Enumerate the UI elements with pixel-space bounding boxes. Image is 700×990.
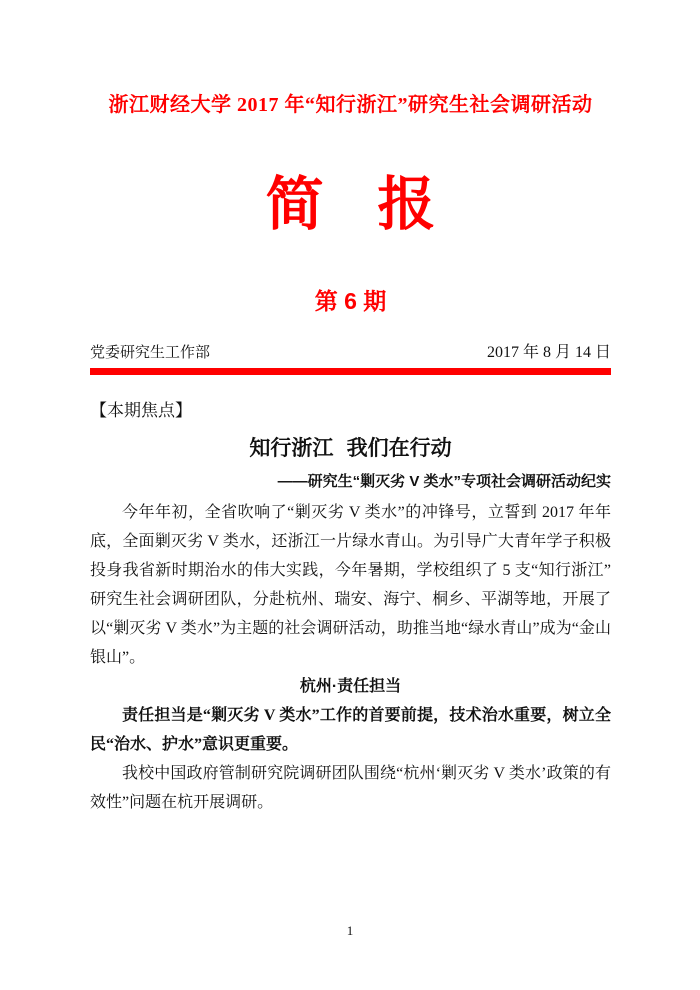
issuer-date-row	[90, 344, 611, 362]
focus-section-label: 【本期焦点】	[90, 401, 192, 420]
section-heading-hangzhou: 杭州·责任担当	[299, 678, 402, 695]
article-paragraph-bold: 责任担当是“剿灭劣 V 类水”工作的首要前提，技术治水重要，树立全民“治水、护水”意识更重要。	[90, 707, 611, 753]
activity-title: 浙江财经大学 2017 年“知行浙江”研究生社会调研活动	[108, 94, 593, 116]
article-title: 知行浙江 我们在行动	[249, 437, 452, 460]
page-number: 1	[346, 923, 354, 938]
article-subtitle: ——研究生“剿灭劣 V 类水”专项社会调研活动纪实	[277, 473, 611, 490]
red-divider-rule	[90, 368, 611, 375]
article-paragraph: 今年年初，全省吹响了“剿灭劣 V 类水”的冲锋号，立誓到 2017 年年底，全面剿灭劣 V 类水，还浙江一片绿水青山。为引导广大青年学子积极投身我省新时期治水的伟大实践，今年暑期，学校组织了 5 支“知行浙江”研究生社会调研团队，分赴杭州、瑞安、海宁、桐乡、平湖等地，开展了以“剿灭劣 V 类水”为主题的社会调研活动，助推当地“绿水青山”成为“金山银山”。	[90, 504, 611, 666]
issuing-department: 党委研究生工作部	[90, 344, 211, 361]
issue-date: 2017 年 8 月 14 日	[486, 344, 611, 361]
masthead-title: 简 报	[265, 172, 436, 237]
article-paragraph: 我校中国政府管制研究院调研团队围绕“杭州‘剿灭劣 V 类水’政策的有效性”问题在杭开展调研。	[90, 765, 611, 811]
issue-number: 第 6 期	[314, 288, 387, 314]
